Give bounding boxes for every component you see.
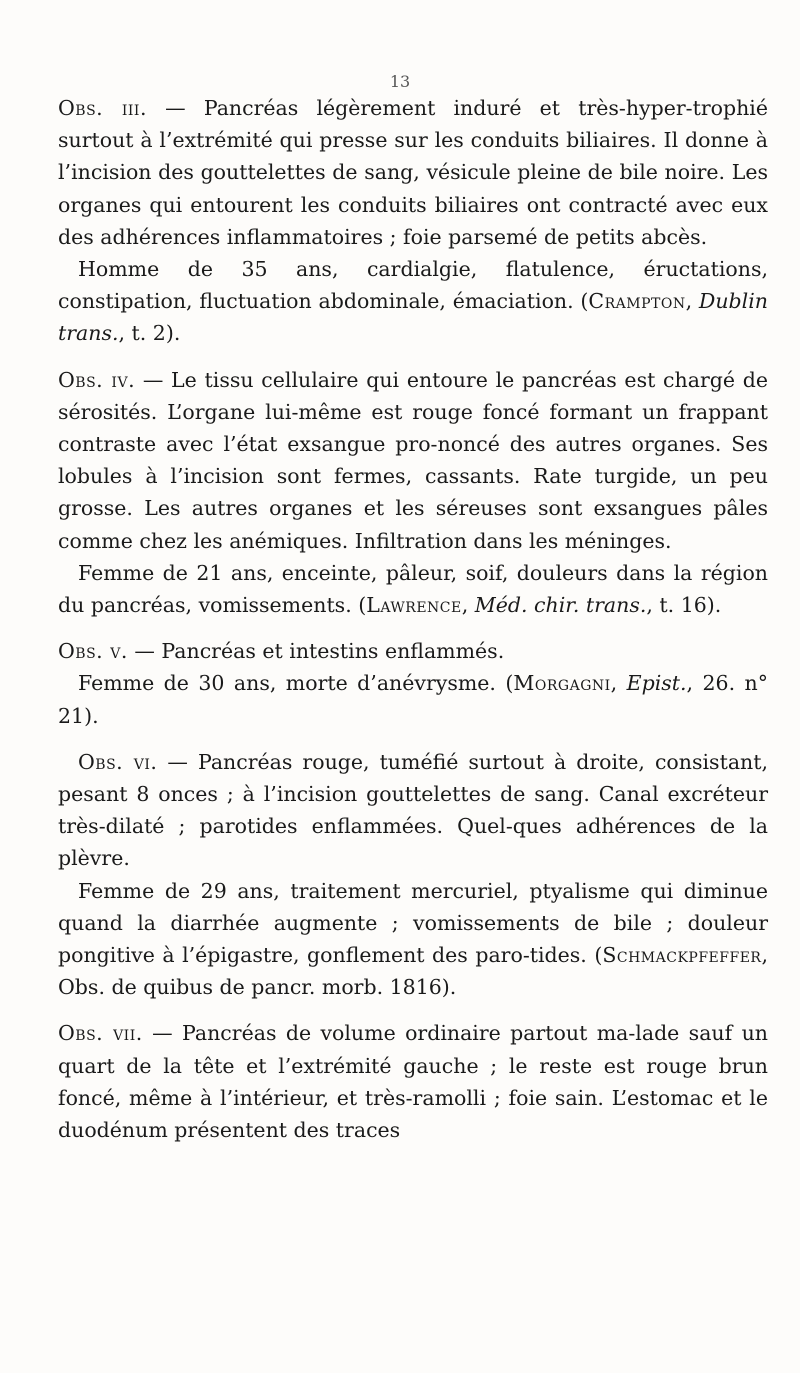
obs-4-text: — Le tissu cellulaire qui entoure le pancréas est chargé de sérosités. L’organe lui-même est rouge foncé formant un frappant contraste avec l’état exsangue pro-noncé des autres organes. Ses lobules à l’incision sont fermes, cassants. Rate turgide, un peu grosse. Les autres organes et les séreuses sont exsangues pâles comme chez les anémiques. Infiltration dans les méninges. [58,367,768,553]
obs-3-text: — Pancréas légèrement induré et très-hyper-trophié surtout à l’extrémité qui presse sur les conduits biliaires. Il donne à l’incision des gouttelettes de sang, vésicule pleine de bile noire. Les organes qui entourent les conduits biliaires ont contracté avec eux des adhérences inflammatoires ; foie parsemé de petits abcès. [58,96,768,249]
obs-4-sep: , [461,593,475,618]
obs-7-paragraph-1 [58,1017,768,1146]
obs-6-text: — Pancréas rouge, tuméfié surtout à droite, consistant, pesant 8 onces ; à l’incision gouttelettes de sang. Canal excréteur très-dilaté ; parotides enflammées. Quel-ques adhérences de la plèvre. [58,749,768,871]
obs-4-author: Lawrence [366,593,462,618]
obs-7-label: Obs. vii. [58,1021,143,1046]
obs-5-sep: , [610,671,627,696]
obs-6-case: Femme de 29 ans, traitement mercuriel, ptyalisme qui diminue quand la diarrhée augmente ; vomissements de bile ; douleur pongitive à l’épigastre, gonflement des paro-tides. ( [58,878,768,968]
obs-5-label: Obs. v. [58,639,128,664]
obs-4-paragraph-1 [58,364,768,557]
obs-6-ref: , Obs. de quibus de pancr. morb. 1816). [58,943,768,1000]
obs-4-case: Femme de 21 ans, enceinte, pâleur, soif, douleurs dans la région du pancréas, vomissements. ( [58,560,768,618]
obs-3-paragraph-2 [58,253,768,350]
obs-4-paragraph-2 [58,557,768,621]
obs-6-author: Schmackpfeffer [602,943,762,968]
page-text [58,92,768,1146]
obs-3-sep: , [685,289,699,314]
obs-4-label: Obs. iv. [58,367,136,392]
obs-5-source: Epist. [626,671,687,696]
obs-3-ref: , t. 2). [118,321,181,346]
obs-7-text: — Pancréas de volume ordinaire partout ma-lade sauf un quart de la tête et l’extrémité gauche ; le reste est rouge brun foncé, même à l’intérieur, et très-ramolli ; foie sain. L’estomac et le duodénum présentent des traces [58,1021,768,1143]
obs-4-source: Méd. chir. trans. [474,593,647,618]
obs-6-paragraph-2 [58,875,768,1004]
obs-5-paragraph-2 [58,667,768,731]
obs-4-ref: , t. 16). [646,593,722,618]
obs-3-source: Dublin trans. [58,289,768,346]
obs-5-case: Femme de 30 ans, morte d’anévrysme. ( [78,671,514,696]
obs-3-label: Obs. iii. [58,96,147,120]
obs-3-paragraph-1 [58,92,768,253]
obs-5-text: — Pancréas et intestins enflammés. [134,639,505,664]
page-number: 13 [389,72,411,91]
obs-5-ref: , 26. n° 21). [58,671,768,728]
obs-6-label: Obs. vi. [78,749,158,774]
obs-5-paragraph-1 [58,635,768,667]
obs-6-paragraph-1 [58,746,768,875]
obs-5-author: Morgagni [513,671,611,696]
obs-3-author: Crampton [588,289,686,314]
obs-3-case: Homme de 35 ans, cardialgie, flatulence, éructations, constipation, fluctuation abdominale, émaciation. ( [58,257,768,314]
